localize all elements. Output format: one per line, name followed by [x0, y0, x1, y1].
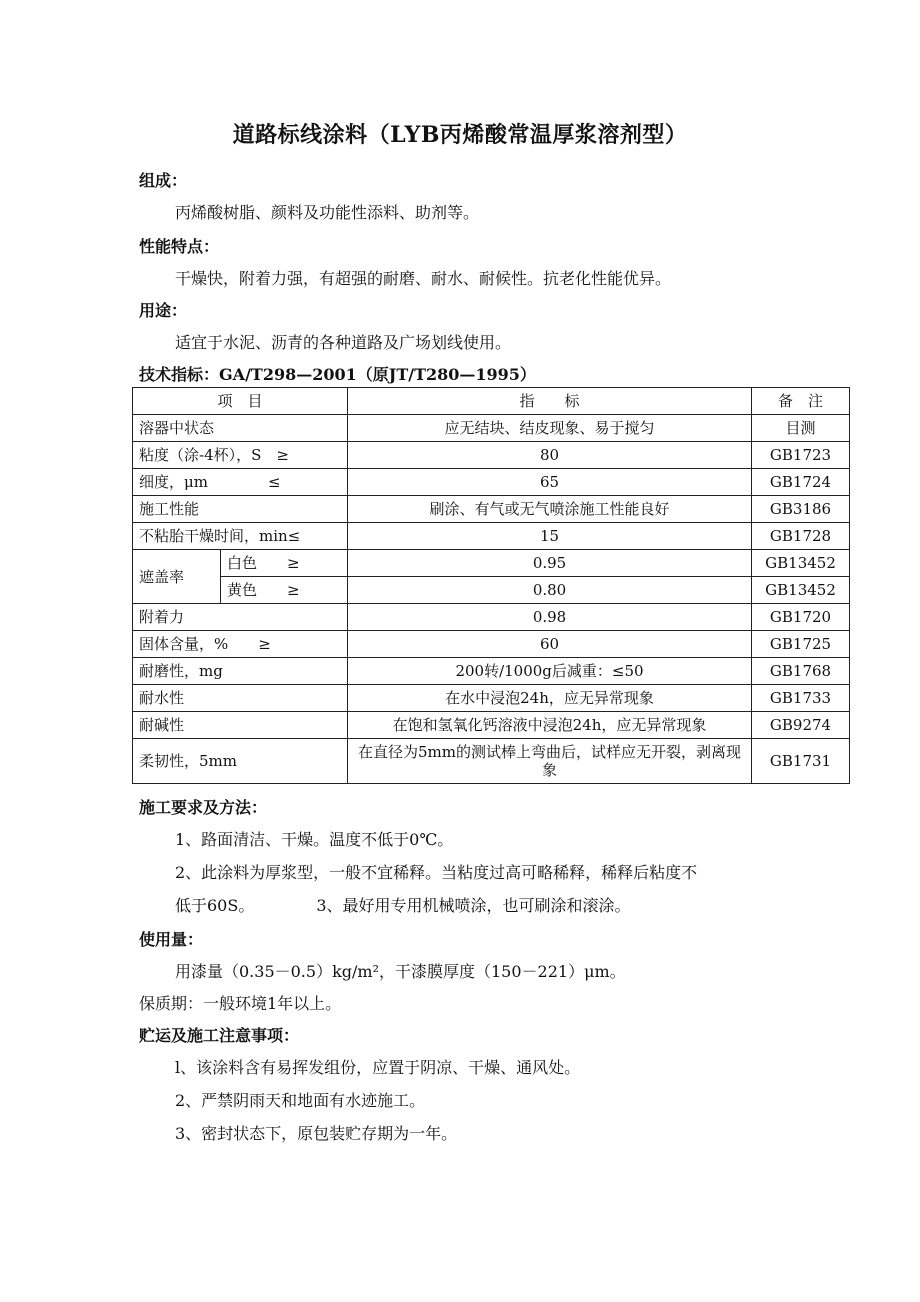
table-row	[133, 577, 850, 604]
row-note: GB1724	[752, 469, 850, 496]
row-spec: 刷涂、有气或无气喷涂施工性能良好	[348, 496, 752, 523]
row-item: 固体含量，% ≥	[133, 631, 348, 658]
row-note: GB1733	[752, 685, 850, 712]
construction-step: 3、最好用专用机械喷涂，也可刷涂和滚涂。	[316, 896, 631, 915]
storage-note: 2、严禁阴雨天和地面有水迹施工。	[175, 1091, 426, 1110]
row-spec: 在直径为5mm的测试棒上弯曲后，试样应无开裂，剥离现象	[348, 739, 752, 784]
row-item: 附着力	[133, 604, 348, 631]
composition-heading: 组成：	[139, 171, 188, 190]
row-note: GB1768	[752, 658, 850, 685]
construction-step-line	[175, 893, 631, 916]
row-spec: 应无结块、结皮现象、易于搅匀	[348, 415, 752, 442]
table-row	[133, 496, 850, 523]
row-note: GB1731	[752, 739, 850, 784]
dosage-text: 用漆量（0.35－0.5）kg/m²，干漆膜厚度（150－221）μm。	[175, 962, 626, 981]
row-item: 施工性能	[133, 496, 348, 523]
dosage-heading: 使用量：	[139, 930, 204, 949]
row-spec: 200转/1000g后减重：≤50	[348, 658, 752, 685]
storage-heading: 贮运及施工注意事项：	[139, 1026, 300, 1045]
row-spec: 60	[348, 631, 752, 658]
row-spec: 0.95	[348, 550, 752, 577]
row-spec: 15	[348, 523, 752, 550]
header-item: 项 目	[133, 388, 348, 415]
construction-step: 2、此涂料为厚浆型，一般不宜稀释。当粘度过高可略稀释，稀释后粘度不	[175, 863, 698, 882]
table-row	[133, 469, 850, 496]
table-header-row	[133, 388, 850, 415]
table-row	[133, 415, 850, 442]
header-note: 备 注	[752, 388, 850, 415]
table-row	[133, 550, 850, 577]
construction-step: 1、路面清洁、干燥。温度不低于0℃。	[175, 830, 454, 849]
storage-note: l、该涂料含有易挥发组份，应置于阴凉、干燥、通风处。	[175, 1058, 581, 1077]
row-note: GB9274	[752, 712, 850, 739]
header-spec: 指 标	[348, 388, 752, 415]
storage-note: 3、密封状态下，原包装贮存期为一年。	[175, 1124, 458, 1143]
table-row	[133, 685, 850, 712]
row-item: 白色 ≥	[221, 550, 348, 577]
features-heading: 性能特点：	[139, 237, 220, 256]
row-spec: 在水中浸泡24h，应无异常现象	[348, 685, 752, 712]
table-row	[133, 631, 850, 658]
row-item: 黄色 ≥	[221, 577, 348, 604]
features-text: 干燥快，附着力强，有超强的耐磨、耐水、耐候性。抗老化性能优异。	[175, 269, 672, 288]
document-title: 道路标线涂料（LYB丙烯酸常温厚浆溶剂型）	[232, 122, 688, 148]
construction-step: 低于60S。	[175, 896, 255, 915]
row-item: 耐碱性	[133, 712, 348, 739]
row-item: 不粘胎干燥时间，min≤	[133, 523, 348, 550]
row-note: GB1723	[752, 442, 850, 469]
row-spec: 0.98	[348, 604, 752, 631]
row-note: 目测	[752, 415, 850, 442]
table-row	[133, 442, 850, 469]
construction-heading: 施工要求及方法：	[139, 798, 268, 817]
tech-spec-heading: 技术指标：GA/T298—2001（原JT/T280—1995）	[139, 365, 536, 384]
table-row	[133, 712, 850, 739]
spec-table	[132, 387, 850, 784]
usage-text: 适宜于水泥、沥青的各种道路及广场划线使用。	[175, 333, 512, 352]
row-spec: 80	[348, 442, 752, 469]
row-item: 细度，μm ≤	[133, 469, 348, 496]
row-item: 耐磨性，mg	[133, 658, 348, 685]
table-row	[133, 739, 850, 784]
row-note: GB3186	[752, 496, 850, 523]
row-note: GB13452	[752, 577, 850, 604]
composition-text: 丙烯酸树脂、颜料及功能性添料、助剂等。	[175, 203, 480, 222]
row-item: 粘度（涂-4杯），S ≥	[133, 442, 348, 469]
row-spec: 0.80	[348, 577, 752, 604]
row-spec: 65	[348, 469, 752, 496]
row-note: GB1720	[752, 604, 850, 631]
table-row	[133, 604, 850, 631]
row-item: 耐水性	[133, 685, 348, 712]
row-item: 柔韧性，5mm	[133, 739, 348, 784]
row-note: GB13452	[752, 550, 850, 577]
row-note: GB1725	[752, 631, 850, 658]
hiding-power-label: 遮盖率	[133, 550, 221, 604]
table-row	[133, 658, 850, 685]
table-row	[133, 523, 850, 550]
row-note: GB1728	[752, 523, 850, 550]
shelf-life-text: 保质期：一般环境1年以上。	[139, 994, 342, 1013]
usage-heading: 用途：	[139, 301, 188, 320]
row-spec: 在饱和氢氧化钙溶液中浸泡24h，应无异常现象	[348, 712, 752, 739]
row-item: 溶器中状态	[133, 415, 348, 442]
